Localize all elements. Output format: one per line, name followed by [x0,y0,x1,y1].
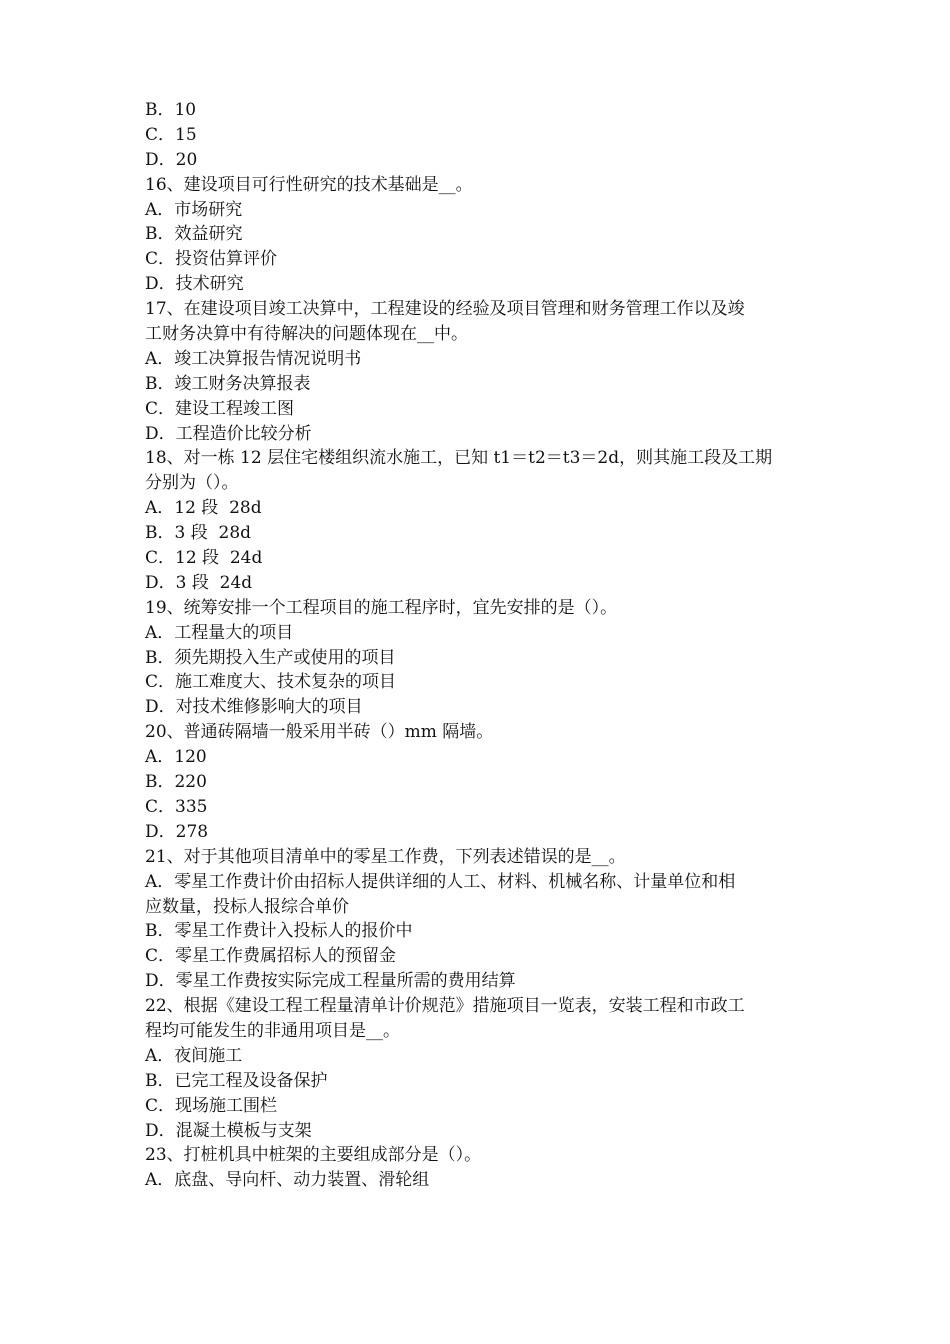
option-line: D．工程造价比较分析 [145,423,312,444]
option-line: B．须先期投入生产或使用的项目 [145,647,396,668]
question-line: 22、根据《建设工程工程量清单计价规范》措施项目一览表，安装工程和市政工 [145,996,745,1017]
option-line: D．278 [145,821,209,842]
option-line: D．技术研究 [145,274,244,295]
option-line: D．对技术维修影响大的项目 [145,697,363,718]
option-line: B．竣工财务决算报表 [145,373,311,394]
option-line: B．效益研究 [145,224,243,245]
question-line: 分别为（）。 [145,473,239,494]
option-line: 应数量，投标人报综合单价 [145,896,349,917]
option-line: B．3 段 28d [145,523,252,544]
option-line: A．零星工作费计价由招标人提供详细的人工、材料、机械名称、计量单位和相 [145,871,736,892]
question-line: 20、普通砖隔墙一般采用半砖（）mm 隔墙。 [145,722,494,743]
question-line: 工财务决算中有待解决的问题体现在__中。 [145,324,468,345]
option-line: C．现场施工围栏 [145,1095,278,1116]
option-line: A．夜间施工 [145,1045,243,1066]
option-line: B．220 [145,772,207,793]
option-line: A．竣工决算报告情况说明书 [145,348,362,369]
option-line: C．零星工作费属招标人的预留金 [145,946,397,967]
option-line: C．335 [145,796,208,817]
option-line: A．工程量大的项目 [145,622,294,643]
question-line: 16、建设项目可行性研究的技术基础是__。 [145,174,473,195]
option-line: A．12 段 28d [145,498,262,519]
option-line: B．零星工作费计入投标人的报价中 [145,921,413,942]
option-line: C．12 段 24d [145,548,263,569]
option-line: B．已完工程及设备保护 [145,1070,328,1091]
question-line: 17、在建设项目竣工决算中，工程建设的经验及项目管理和财务管理工作以及竣 [145,299,745,320]
option-line: C．建设工程竣工图 [145,398,295,419]
option-line: D．20 [145,149,198,170]
option-line: A．底盘、导向杆、动力装置、滑轮组 [145,1170,430,1191]
option-line: A．120 [145,747,207,768]
question-line: 18、对一栋 12 层住宅楼组织流水施工，已知 t1＝t2＝t3＝2d，则其施工段及工期 [145,448,773,469]
option-line: B．10 [145,100,197,120]
option-line: C．投资估算评价 [145,249,278,270]
option-line: A．市场研究 [145,199,243,220]
option-line: D．零星工作费按实际完成工程量所需的费用结算 [145,971,516,992]
option-line: C．施工难度大、技术复杂的项目 [145,672,397,693]
question-line: 19、统筹安排一个工程项目的施工程序时，宜先安排的是（）。 [145,597,618,618]
question-line: 23、打桩机具中桩架的主要组成部分是（）。 [145,1145,482,1166]
question-line: 21、对于其他项目清单中的零星工作费，下列表述错误的是__。 [145,846,626,867]
option-line: C．15 [145,124,197,145]
question-line: 程均可能发生的非通用项目是__。 [145,1020,400,1041]
option-line: D．3 段 24d [145,572,253,593]
question-text-block [145,98,820,1193]
option-line: D．混凝土模板与支架 [145,1120,312,1141]
